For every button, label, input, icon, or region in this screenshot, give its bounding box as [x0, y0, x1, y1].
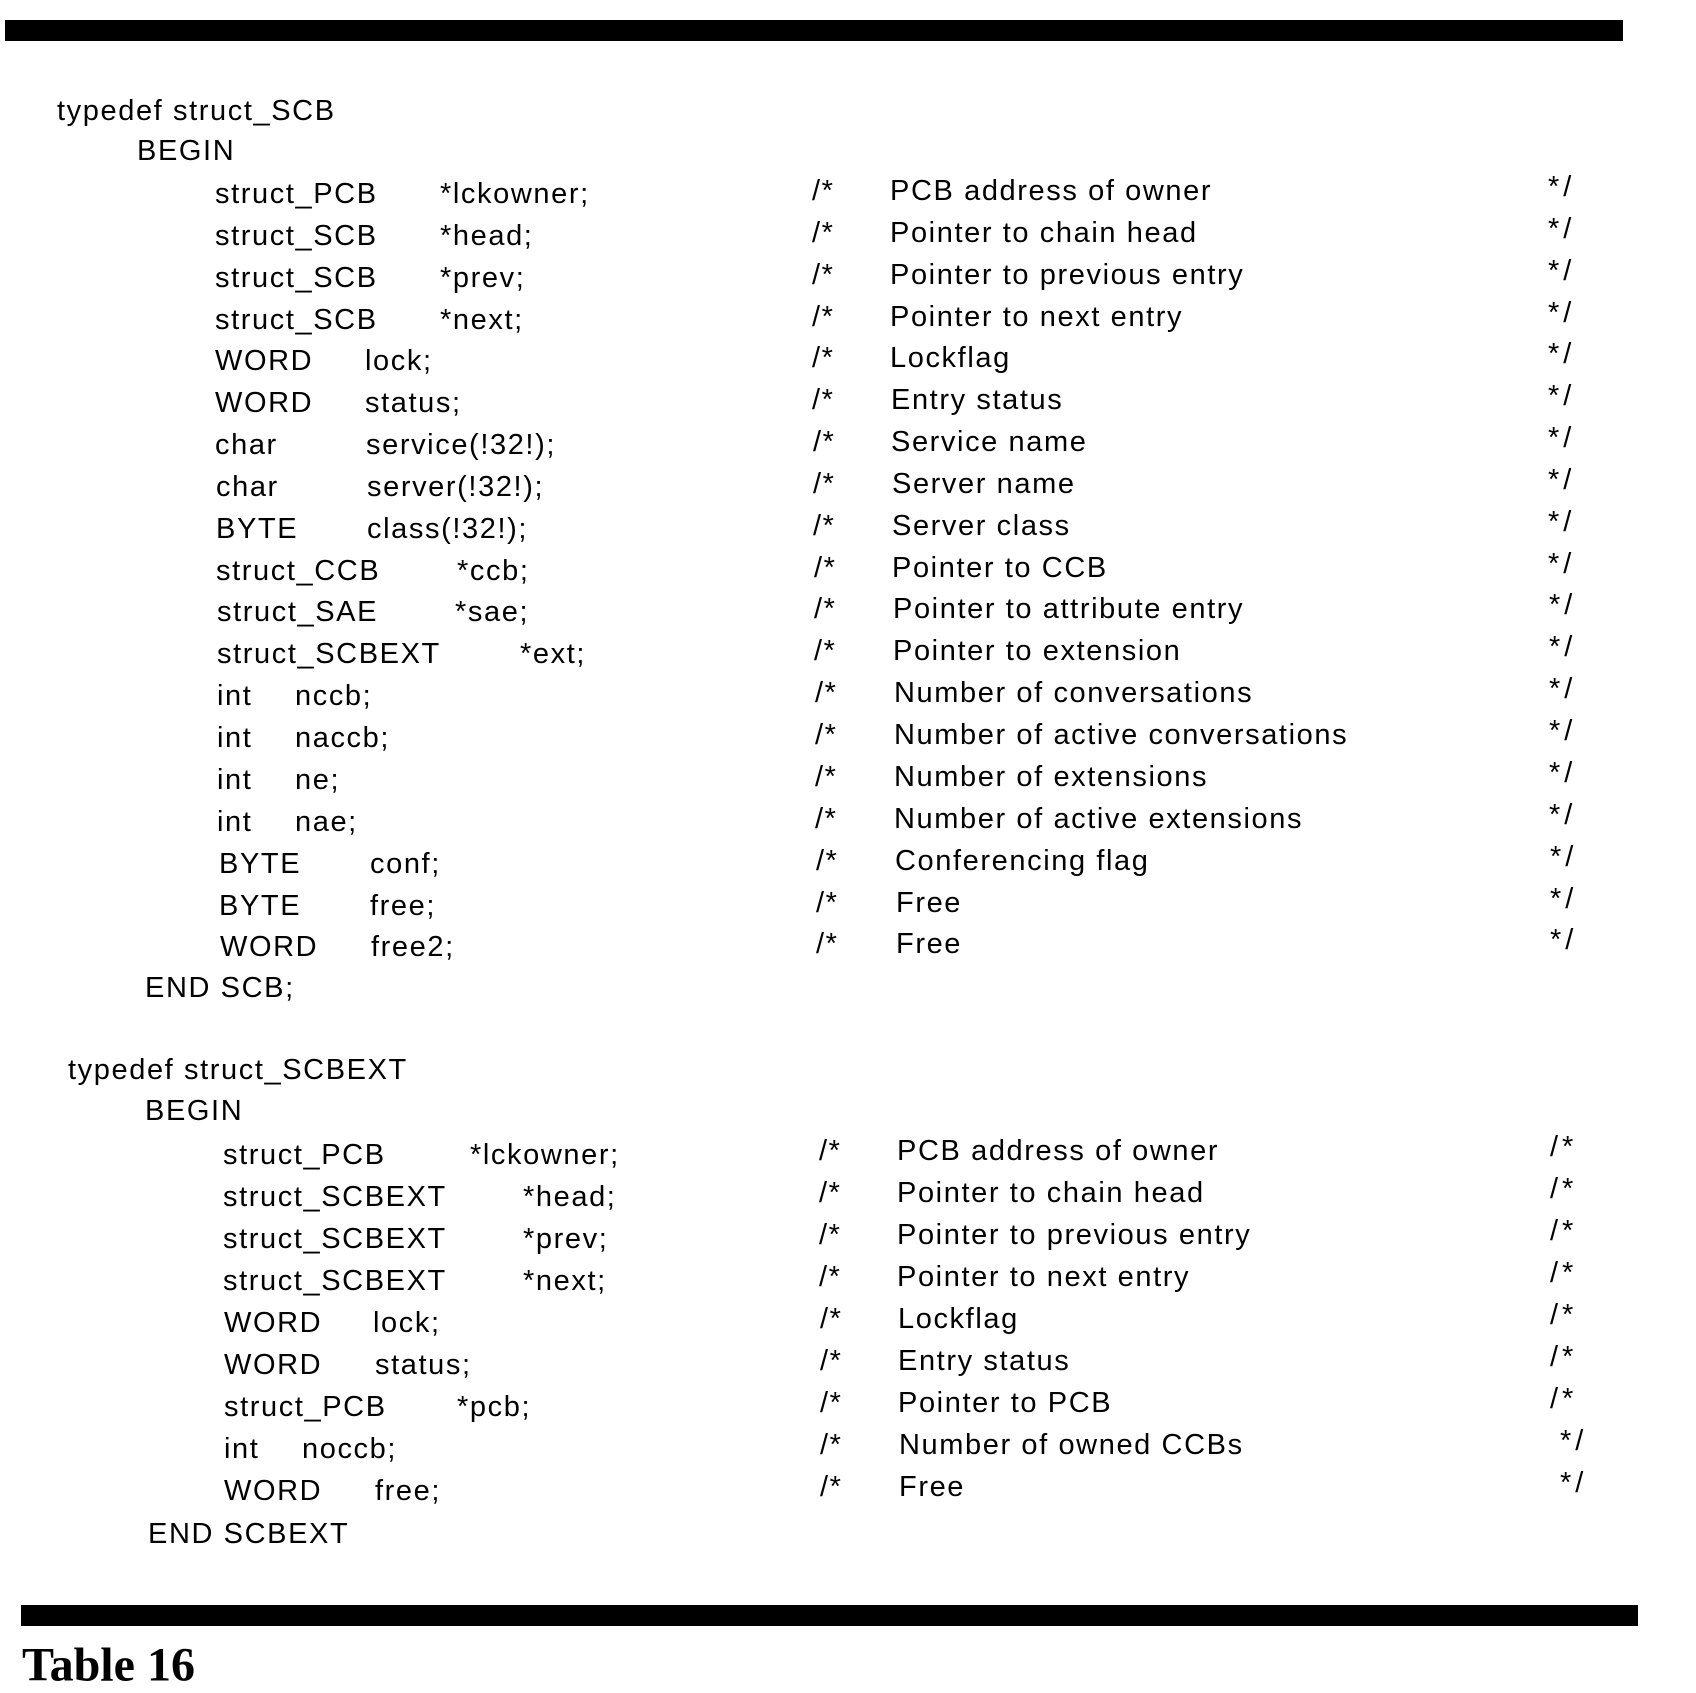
- comment-open: /*: [812, 300, 835, 333]
- comment-open: /*: [819, 1176, 842, 1209]
- field-comment: Number of owned CCBs: [899, 1428, 1244, 1461]
- field-comment: Free: [899, 1470, 966, 1503]
- begin-keyword: BEGIN: [145, 1094, 244, 1127]
- field-comment: Free: [896, 927, 963, 960]
- comment-close: /*: [1550, 1214, 1578, 1247]
- comment-close: */: [1548, 463, 1576, 496]
- field-type: char: [216, 470, 279, 503]
- comment-open: /*: [812, 341, 835, 374]
- field-comment: Number of active extensions: [894, 802, 1304, 835]
- comment-close: */: [1549, 756, 1577, 789]
- comment-close: /*: [1550, 1340, 1578, 1373]
- comment-open: /*: [812, 258, 835, 291]
- field-name: free;: [370, 889, 437, 922]
- field-type: char: [215, 428, 278, 461]
- field-name: naccb;: [295, 721, 391, 754]
- field-name: conf;: [370, 847, 441, 880]
- field-name: *ext;: [520, 637, 587, 670]
- field-type: BYTE: [216, 512, 299, 545]
- comment-close: /*: [1550, 1130, 1578, 1163]
- comment-close: */: [1549, 714, 1577, 747]
- comment-open: /*: [819, 1134, 842, 1167]
- field-comment: Server name: [892, 467, 1076, 500]
- comment-close: */: [1550, 923, 1578, 956]
- table-caption: Table 16: [22, 1638, 195, 1692]
- field-type: struct_SCBEXT: [217, 637, 441, 670]
- field-type: struct_PCB: [223, 1138, 386, 1171]
- comment-open: /*: [820, 1344, 843, 1377]
- field-type: int: [224, 1432, 260, 1465]
- comment-open: /*: [816, 844, 839, 877]
- field-name: status;: [365, 386, 462, 419]
- field-type: WORD: [224, 1348, 323, 1381]
- field-name: lock;: [365, 344, 433, 377]
- field-comment: Number of active conversations: [894, 718, 1349, 751]
- field-type: struct_SAE: [217, 595, 379, 628]
- field-name: ne;: [295, 763, 341, 796]
- field-type: struct_SCB: [215, 261, 378, 294]
- comment-close: */: [1549, 672, 1577, 705]
- comment-open: /*: [820, 1386, 843, 1419]
- field-name: *head;: [440, 219, 534, 252]
- comment-open: /*: [812, 216, 835, 249]
- comment-open: /*: [813, 425, 836, 458]
- comment-open: /*: [815, 760, 838, 793]
- field-name: free2;: [371, 930, 455, 963]
- comment-close: /*: [1550, 1256, 1578, 1289]
- field-comment: Entry status: [891, 383, 1064, 416]
- comment-close: */: [1560, 1424, 1588, 1457]
- struct-header: typedef struct_SCB: [57, 94, 336, 127]
- field-type: WORD: [224, 1306, 323, 1339]
- comment-open: /*: [813, 467, 836, 500]
- field-comment: Lockflag: [890, 341, 1011, 374]
- field-name: *lckowner;: [470, 1138, 620, 1171]
- comment-open: /*: [820, 1428, 843, 1461]
- field-comment: Entry status: [898, 1344, 1071, 1377]
- field-type: struct_PCB: [215, 177, 378, 210]
- comment-close: */: [1548, 337, 1576, 370]
- field-name: noccb;: [302, 1432, 398, 1465]
- field-comment: Pointer to attribute entry: [893, 592, 1245, 625]
- field-name: nae;: [295, 805, 358, 838]
- comment-open: /*: [814, 551, 837, 584]
- comment-open: /*: [812, 383, 835, 416]
- comment-open: /*: [819, 1260, 842, 1293]
- top-rule: [5, 20, 1623, 41]
- field-name: *lckowner;: [440, 177, 590, 210]
- field-type: WORD: [215, 386, 314, 419]
- field-name: *next;: [440, 303, 524, 336]
- comment-open: /*: [815, 802, 838, 835]
- field-comment: PCB address of owner: [890, 174, 1213, 207]
- field-comment: Pointer to CCB: [892, 551, 1108, 584]
- field-name: *next;: [523, 1264, 607, 1297]
- comment-open: /*: [815, 676, 838, 709]
- field-type: struct_SCBEXT: [223, 1264, 447, 1297]
- bottom-rule: [21, 1605, 1638, 1626]
- comment-open: /*: [812, 174, 835, 207]
- comment-close: */: [1549, 798, 1577, 831]
- comment-open: /*: [819, 1218, 842, 1251]
- field-type: WORD: [215, 344, 314, 377]
- comment-close: */: [1548, 170, 1576, 203]
- field-comment: Free: [896, 886, 963, 919]
- field-type: int: [217, 805, 253, 838]
- comment-close: /*: [1550, 1382, 1578, 1415]
- field-type: int: [217, 679, 253, 712]
- comment-open: /*: [813, 509, 836, 542]
- field-comment: Server class: [892, 509, 1071, 542]
- field-comment: Conferencing flag: [895, 844, 1150, 877]
- field-name: lock;: [373, 1306, 441, 1339]
- field-name: *head;: [523, 1180, 617, 1213]
- comment-close: */: [1560, 1466, 1588, 1499]
- comment-open: /*: [814, 592, 837, 625]
- comment-close: */: [1548, 547, 1576, 580]
- begin-keyword: BEGIN: [137, 134, 236, 167]
- field-comment: Pointer to chain head: [897, 1176, 1205, 1209]
- field-type: struct_SCBEXT: [223, 1222, 447, 1255]
- field-name: server(!32!);: [367, 470, 545, 503]
- field-name: *pcb;: [457, 1390, 532, 1423]
- field-comment: Pointer to previous entry: [890, 258, 1245, 291]
- comment-open: /*: [820, 1470, 843, 1503]
- field-type: WORD: [224, 1474, 323, 1507]
- field-type: struct_CCB: [216, 554, 381, 587]
- comment-close: /*: [1550, 1172, 1578, 1205]
- field-type: struct_SCBEXT: [223, 1180, 447, 1213]
- field-type: BYTE: [219, 847, 302, 880]
- comment-open: /*: [816, 886, 839, 919]
- field-comment: Lockflag: [898, 1302, 1019, 1335]
- comment-open: /*: [816, 927, 839, 960]
- field-name: service(!32!);: [366, 428, 556, 461]
- comment-open: /*: [815, 718, 838, 751]
- end-keyword: END SCB;: [145, 971, 295, 1004]
- field-name: *sae;: [455, 595, 530, 628]
- field-name: class(!32!);: [367, 512, 529, 545]
- comment-close: */: [1548, 254, 1576, 287]
- field-name: nccb;: [295, 679, 373, 712]
- field-comment: Pointer to previous entry: [897, 1218, 1252, 1251]
- comment-open: /*: [820, 1302, 843, 1335]
- field-comment: Number of conversations: [894, 676, 1254, 709]
- end-keyword: END SCBEXT: [148, 1517, 350, 1550]
- comment-close: /*: [1550, 1298, 1578, 1331]
- field-comment: Pointer to PCB: [898, 1386, 1113, 1419]
- comment-close: */: [1548, 379, 1576, 412]
- field-comment: Pointer to next entry: [897, 1260, 1191, 1293]
- field-type: BYTE: [219, 889, 302, 922]
- field-name: free;: [375, 1474, 442, 1507]
- field-comment: Service name: [891, 425, 1088, 458]
- field-comment: Number of extensions: [894, 760, 1209, 793]
- field-type: struct_PCB: [224, 1390, 387, 1423]
- comment-close: */: [1550, 840, 1578, 873]
- field-type: int: [217, 763, 253, 796]
- comment-close: */: [1548, 421, 1576, 454]
- comment-close: */: [1548, 296, 1576, 329]
- field-type: int: [217, 721, 253, 754]
- field-comment: Pointer to chain head: [890, 216, 1198, 249]
- field-name: *prev;: [440, 261, 526, 294]
- comment-close: */: [1549, 630, 1577, 663]
- comment-close: */: [1550, 882, 1578, 915]
- comment-close: */: [1548, 212, 1576, 245]
- comment-close: */: [1549, 588, 1577, 621]
- field-comment: PCB address of owner: [897, 1134, 1220, 1167]
- field-type: struct_SCB: [215, 219, 378, 252]
- field-type: WORD: [220, 930, 319, 963]
- field-comment: Pointer to extension: [893, 634, 1182, 667]
- field-name: status;: [375, 1348, 472, 1381]
- comment-open: /*: [814, 634, 837, 667]
- field-name: *prev;: [523, 1222, 609, 1255]
- field-type: struct_SCB: [215, 303, 378, 336]
- field-name: *ccb;: [457, 554, 530, 587]
- comment-close: */: [1548, 505, 1576, 538]
- struct-header: typedef struct_SCBEXT: [68, 1053, 408, 1086]
- field-comment: Pointer to next entry: [890, 300, 1184, 333]
